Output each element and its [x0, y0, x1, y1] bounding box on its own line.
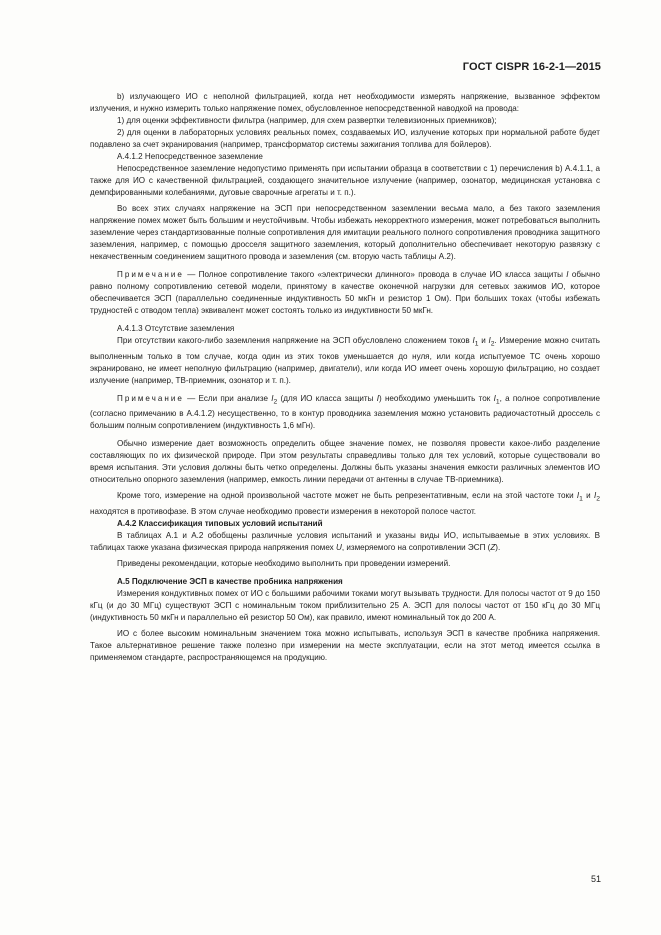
paragraph: При отсутствии какого-либо заземления напряжение на ЭСП обусловлено сложением токов $I_1$ и $I_2$. Измерение можно считать выполненным только в том случае, когда один из этих токов уменьшается до нуля, или когда испытуемое ТС очень хорошо экранировано, не имеет неполную фильтрацию (например, двигатели), или когда ИО имеет очень хорошую фильтрацию, но создает излучение (например, ТВ-приемник, озонатор и т. п.).: [90, 336, 600, 385]
list-item: 1) для оценки эффективности фильтра (например, для схем развертки телевизионных приемников);: [117, 116, 497, 125]
note: Примечание — Если при анализе $I_2$ (для ИО класса защиты I) необходимо уменьшить ток $I_1$, а полное сопротивление (согласно примечанию в А.4.1.2) несущественно, то в контур проводника заземления можно установить радиочастотный дроссель с большим полным сопротивлением (индуктивность 1,6 мГн).: [90, 393, 600, 431]
paragraph: В таблицах А.1 и А.2 обобщены различные условия испытаний и указаны виды ИО, испытываемые в этих условиях. В таблицах также указана физическая природа напряжения помех U, измеряемого на сопротивлении ЭСП (Z).: [90, 530, 600, 552]
paragraph: Обычно измерение дает возможность определить общее значение помех, не позволяя провести какое-либо разделение составляющих по их физической природе. При этом результаты справедливы только для тех условий, которые существовали во время испытания. Эти условия должны быть четко определены. Должны быть указаны значения емкости различных элементов ИО относительно опорного заземления (например, емкость линии передачи от антенны в случае ТВ-приемника).: [90, 439, 600, 485]
paragraph: Кроме того, измерение на одной произвольной частоте может не быть репрезентативным, если на этой частоте токи $I_1$ и $I_2$ находятся в противофазе. В этом случае необходимо провести измерения в некоторой полосе частот.: [90, 491, 600, 516]
note-label: Примечание: [117, 393, 184, 403]
section-heading: А.4.2 Классификация типовых условий испытаний: [117, 518, 323, 528]
paragraph: Приведены рекомендации, которые необходимо выполнить при проведении измерений.: [117, 558, 451, 568]
section-heading: А.4.1.2 Непосредственное заземление: [117, 152, 263, 161]
list-item: 2) для оценки в лабораторных условиях реальных помех, создаваемых ИО, излучение которых при нормальной работе будет подавлено за счет экранирования (например, трансформатор системы зажигания топлива для бойлеров).: [90, 128, 600, 149]
body-text: [90, 91, 600, 664]
section-heading: А.4.1.3 Отсутствие заземления: [117, 324, 235, 333]
note: Примечание — Полное сопротивление такого «электрически длинного» провода в случае ИО класса защиты I обычно равно полному сопротивлению сетевой модели, принятому в качестве оконечной нагрузки для сетевых зажимов ИО, которое обеспечивается ЭСП (параллельно соединенные индуктивность 50 мкГн и резистор 1 Ом). При больших токах (чтобы избежать трудностей с отводом тепла) эквивалент может состоять только из индуктивности 50 мкГн.: [90, 270, 600, 315]
paragraph: Непосредственное заземление недопустимо применять при испытании образца в соответствии с 1) перечисления b) А.4.1.1, а также для ИО с качественной фильтрацией, создающего значительное излучение (например, озонатор, медицинская установка с демпфированными колебаниями, дуговые сварочные агрегаты и т. п.).: [90, 164, 600, 197]
paragraph: Измерения кондуктивных помех от ИО с большими рабочими токами могут вызывать трудности. Для полосы частот от 9 до 150 кГц (и до 30 МГц) существуют ЭСП с номинальным током приблизительно 25 А. ЭСП для полосы частот от 150 кГц до 30 МГц (индуктивность 50 мкГн и параллельно ей резистор 50 Ом), как правило, имеют номинальный ток до 200 А.: [90, 588, 600, 622]
paragraph: Во всех этих случаях напряжение на ЭСП при непосредственном заземлении весьма мало, а без такого заземления напряжение помех может быть большим и неустойчивым. Чтобы избежать некорректного измерения, может потребоваться выполнить заземление через стандартизованные полные сопротивления для имитации реального полного сопротивления проводника защитного заземления, например, с помощью дросселя защитного заземления, который дополнительно обеспечивает некоторую развязку с некачественным соединением защитного провода и заземления (см. вторую часть таблицы А.2).: [90, 204, 600, 261]
paragraph: b) излучающего ИО с неполной фильтрацией, когда нет необходимости измерять напряжение, вызванное эффектом излучения, и нужно измерить только напряжение помех, обусловленное непосредственной наводкой на провода:: [90, 92, 600, 113]
standard-header: ГОСТ CISPR 16-2-1—2015: [462, 61, 601, 73]
section-heading: А.5 Подключение ЭСП в качестве пробника напряжения: [117, 576, 343, 586]
paragraph: ИО с более высоким номинальным значением тока можно испытывать, используя ЭСП в качестве пробника напряжения. Такое альтернативное решение также полезно при измерении на месте эксплуатации, если на этот метод имеется ссылка в применяемом стандарте, распространяющемся на продукцию.: [90, 628, 600, 662]
page-number: 51: [590, 874, 601, 884]
note-label: Примечание: [117, 270, 184, 279]
